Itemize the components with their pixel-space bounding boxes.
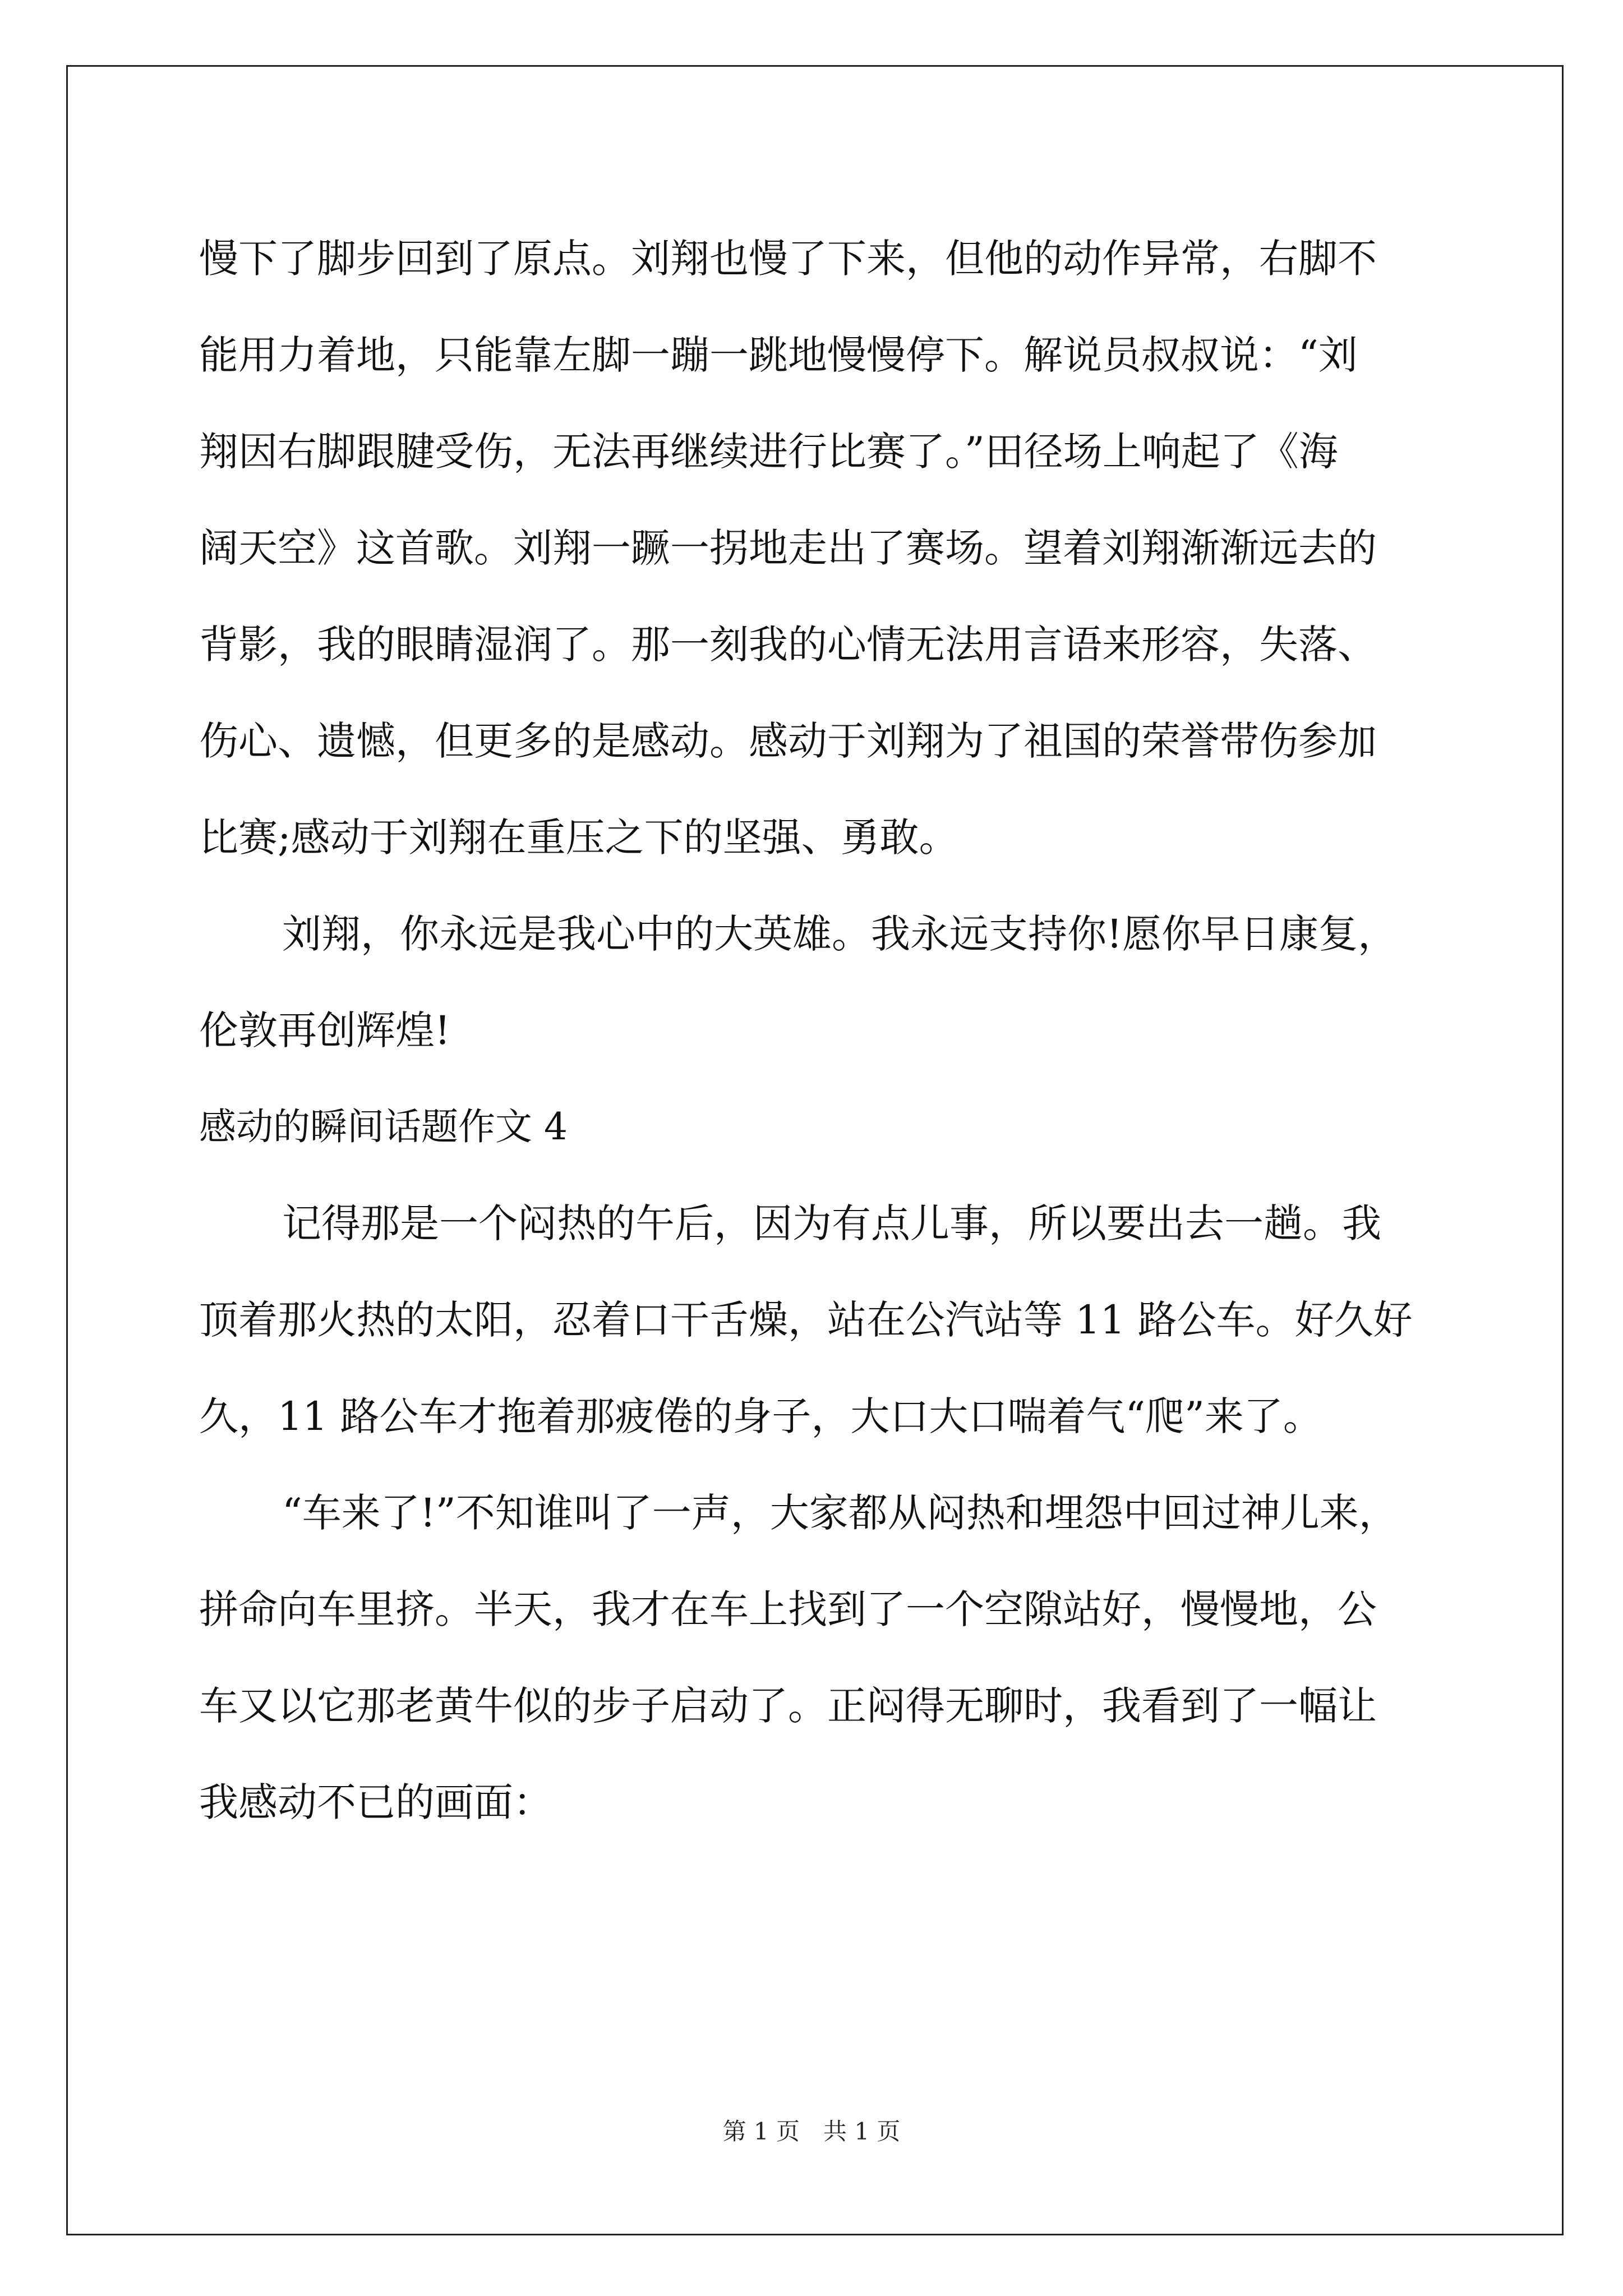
- text-line: 慢下了脚步回到了原点。刘翔也慢了下来，但他的动作异常，右脚不: [199, 236, 1377, 282]
- text-line: “车来了!”不知谁叫了一声，大家都从闷热和埋怨中回过神儿来，: [282, 1490, 1398, 1536]
- text-line: 比赛;感动于刘翔在重压之下的坚强、勇敢。: [199, 815, 958, 861]
- text-line: 车又以它那老黄牛似的步子启动了。正闷得无聊时，我看到了一幅让: [199, 1683, 1377, 1729]
- text-line: 久，11 路公车才拖着那疲倦的身子，大口大口喘着气“爬”来了。: [199, 1393, 1322, 1439]
- text-line: 背影，我的眼睛湿润了。那一刻我的心情无法用言语来形容，失落、: [199, 622, 1377, 668]
- text-line: 我感动不已的画面：: [199, 1779, 552, 1825]
- text-line: 顶着那火热的太阳，忍着口干舌燥，站在公汽站等 11 路公车。好久好: [199, 1297, 1413, 1343]
- section-heading: 感动的瞬间话题作文 4: [199, 1105, 568, 1148]
- text-line: 伦敦再创辉煌!: [199, 1007, 451, 1053]
- document-body: [199, 210, 1441, 1851]
- text-line: 翔因右脚跟腱受伤，无法再继续进行比赛了。”田径场上响起了《海: [199, 429, 1338, 475]
- text-line: 阔天空》这首歌。刘翔一蹶一拐地走出了赛场。望着刘翔渐渐远去的: [199, 525, 1377, 571]
- text-line: 记得那是一个闷热的午后，因为有点儿事，所以要出去一趟。我: [282, 1200, 1381, 1246]
- text-line: 拼命向车里挤。半天，我才在车上找到了一个空隙站好，慢慢地，公: [199, 1586, 1377, 1632]
- text-line: 刘翔，你永远是我心中的大英雄。我永远支持你!愿你早日康复，: [282, 911, 1398, 957]
- text-line: 能用力着地，只能靠左脚一蹦一跳地慢慢停下。解说员叔叔说：“刘: [199, 332, 1358, 378]
- text-line: 伤心、遗憾，但更多的是感动。感动于刘翔为了祖国的荣誉带伤参加: [199, 718, 1377, 764]
- page-number-footer: 第 1 页 共 1 页: [722, 2118, 901, 2145]
